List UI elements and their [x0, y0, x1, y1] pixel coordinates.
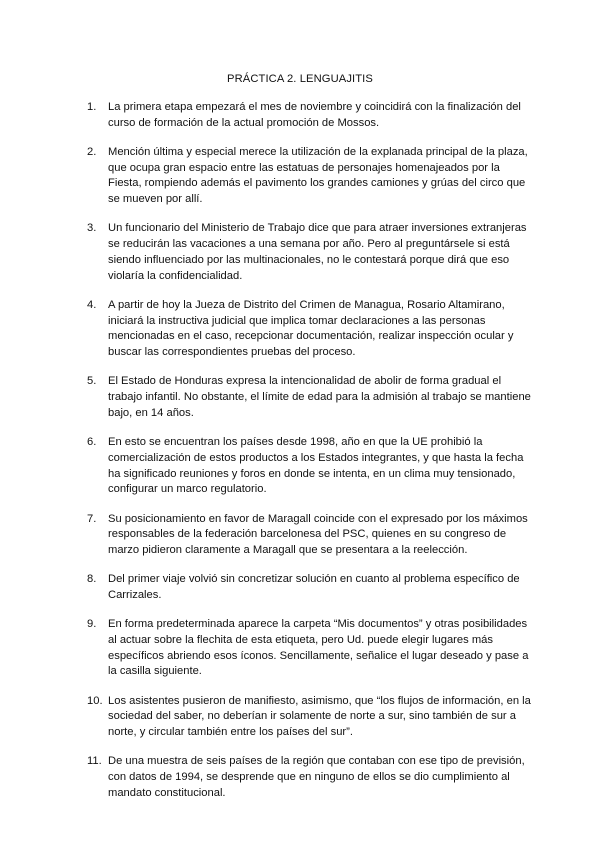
- list-item: [87, 617, 532, 680]
- item-text: El Estado de Honduras expresa la intencionalidad de abolir de forma gradual el trabajo infantil. No obstante, el límite de edad para la admisión al trabajo se mantiene bajo, en 14 años.: [108, 375, 531, 419]
- item-number: 5.: [87, 375, 97, 388]
- item-number: 6.: [87, 436, 97, 449]
- list-item: [87, 694, 532, 741]
- list-item: [87, 374, 532, 421]
- list-item: [87, 572, 532, 604]
- list-item: [87, 754, 532, 801]
- item-text: De una muestra de seis países de la región que contaban con ese tipo de previsión, con datos de 1994, se desprende que en ninguno de ellos se dio cumplimiento al mandato constitucional.: [108, 755, 525, 799]
- item-number: 8.: [87, 573, 97, 586]
- sentence-list: [87, 100, 532, 815]
- list-item: [87, 145, 532, 208]
- item-text: Los asistentes pusieron de manifiesto, asimismo, que “los flujos de información, en la sociedad del saber, no deberían ir solamente de norte a sur, sino también de sur a norte, y circular también entre los países del sur”.: [108, 694, 531, 739]
- item-number: 3.: [87, 222, 97, 235]
- document-title: PRÁCTICA 2. LENGUAJITIS: [227, 73, 373, 85]
- item-text: Del primer viaje volvió sin concretizar solución en cuanto al problema específico de Carrizales.: [108, 573, 520, 601]
- list-item: [87, 298, 532, 361]
- list-item: [87, 512, 532, 559]
- item-text: Mención última y especial merece la utilización de la explanada principal de la plaza, que ocupa gran espacio entre las estatuas de personajes homenajeados por la Fiesta, rompiendo además el pavimento los grandes camiones y grúas del circo que se mueven por allí.: [108, 145, 528, 206]
- item-number: 10.: [87, 694, 103, 707]
- list-item: [87, 100, 532, 132]
- list-item: [87, 221, 532, 284]
- item-text: En forma predeterminada aparece la carpeta “Mis documentos” y otras posibilidades al actuar sobre la flechita de esta etiqueta, pero Ud. puede elegir lugares más específicos abriendo esos íconos. Sencillamente, señalice el lugar deseado y pase a la casilla siguiente.: [108, 618, 529, 678]
- item-number: 2.: [87, 145, 97, 158]
- item-text: Un funcionario del Ministerio de Trabajo dice que para atraer inversiones extranjeras se reducirán las vacaciones a una semana por año. Pero al preguntársele si está siendo influenciado por las multinacionales, no le contestará porque dirá que eso violaría la confidencialidad.: [108, 222, 527, 282]
- item-number: 7.: [87, 512, 97, 525]
- item-text: La primera etapa empezará el mes de noviembre y coincidirá con la finalización del curso de formación de la actual promoción de Mossos.: [108, 101, 521, 129]
- item-number: 4.: [87, 298, 97, 311]
- item-number: 1.: [87, 101, 97, 113]
- item-text: A partir de hoy la Jueza de Distrito del Crimen de Managua, Rosario Altamirano, iniciará la instructiva judicial que implica tomar declaraciones a las personas mencionadas en el caso, recepcionar documentación, realizar inspección ocular y buscar las correspondientes pruebas del proceso.: [108, 298, 514, 359]
- item-text: En esto se encuentran los países desde 1998, año en que la UE prohibió la comercialización de estos productos a los Estados integrantes, y que hasta la fecha ha significado reuniones y foros en donde se intenta, en un clima muy tensionado, configurar un marco regulatorio.: [108, 436, 524, 496]
- item-text: Su posicionamiento en favor de Maragall coincide con el expresado por los máximos responsables de la federación barcelonesa del PSC, quienes en su congreso de marzo pidieron claramente a Maragall que se presentara a la reelección.: [108, 512, 528, 557]
- item-number: 11.: [87, 755, 102, 768]
- item-number: 9.: [87, 618, 97, 631]
- list-item: [87, 435, 532, 498]
